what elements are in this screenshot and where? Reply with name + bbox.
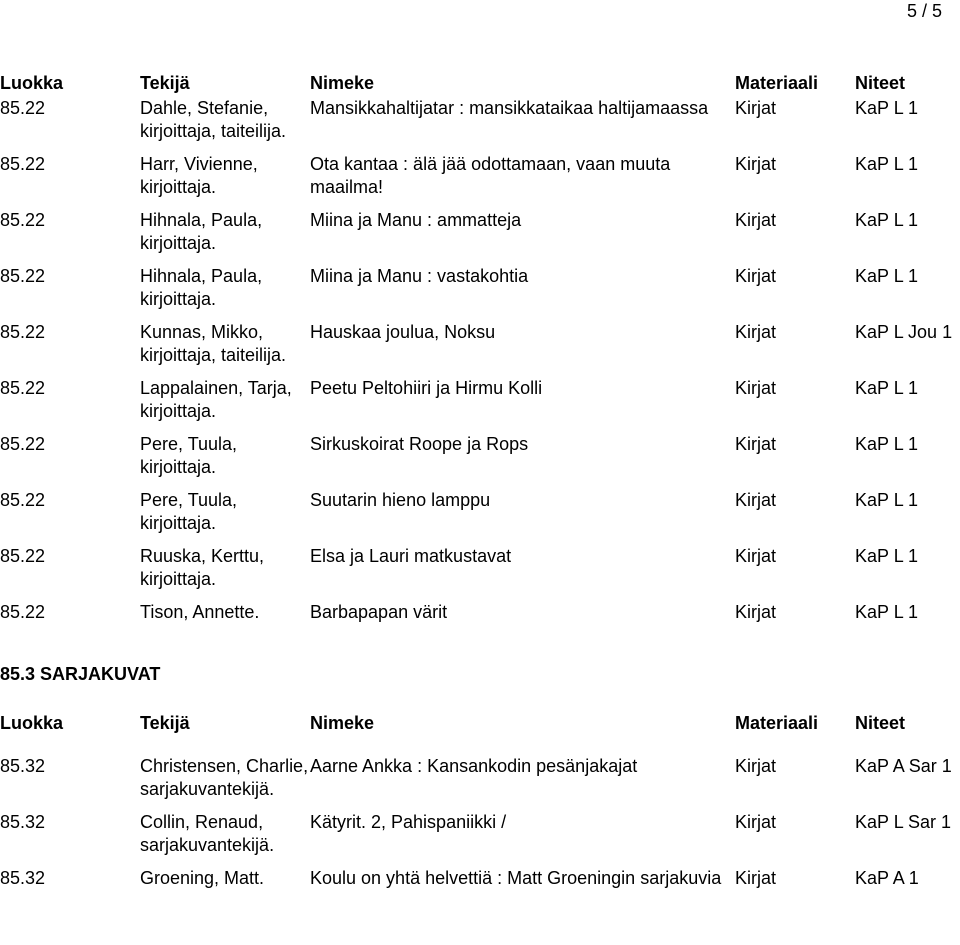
row-spacer-cell bbox=[0, 199, 960, 209]
cell-luokka: 85.22 bbox=[0, 322, 46, 342]
cell-luokka: 85.22 bbox=[0, 602, 46, 622]
cell-nimeke: Ota kantaa : älä jää odottamaan, vaan muuta maailma! bbox=[310, 154, 671, 197]
row-spacer bbox=[0, 535, 960, 545]
cell-luokka: 85.22 bbox=[0, 266, 46, 286]
section-heading: 85.3 SARJAKUVAT bbox=[0, 664, 161, 684]
row-spacer-cell bbox=[0, 737, 960, 755]
cell-nimeke: Hauskaa joulua, Noksu bbox=[310, 322, 496, 342]
table-row bbox=[0, 545, 960, 591]
cell-niteet: KaP L 1 bbox=[855, 266, 919, 286]
cell-niteet: KaP L 1 bbox=[855, 490, 919, 510]
table-row bbox=[0, 867, 960, 890]
page-number: 5 / 5 bbox=[906, 1, 942, 21]
row-spacer-cell bbox=[0, 591, 960, 601]
row-spacer-cell bbox=[0, 801, 960, 811]
cell-nimeke: Koulu on yhtä helvettiä : Matt Groeningin sarjakuvia bbox=[310, 868, 722, 888]
table-row bbox=[0, 433, 960, 479]
row-spacer bbox=[0, 367, 960, 377]
table-row bbox=[0, 489, 960, 535]
cell-materiaali: Kirjat bbox=[735, 812, 777, 832]
catalog-table bbox=[0, 72, 960, 624]
table-row bbox=[0, 755, 960, 801]
cell-tekija: Groening, Matt. bbox=[140, 868, 265, 888]
row-spacer bbox=[0, 857, 960, 867]
cell-luokka: 85.32 bbox=[0, 812, 46, 832]
cell-tekija: Pere, Tuula, kirjoittaja. bbox=[140, 434, 238, 477]
row-spacer-cell bbox=[0, 143, 960, 153]
row-spacer bbox=[0, 143, 960, 153]
cell-tekija: Dahle, Stefanie, kirjoittaja, taiteilija. bbox=[140, 98, 287, 141]
cell-niteet: KaP L Sar 1 bbox=[855, 812, 952, 832]
cell-nimeke: Barbapapan värit bbox=[310, 602, 448, 622]
row-spacer-cell bbox=[0, 255, 960, 265]
column-header-nimeke: Nimeke bbox=[310, 73, 375, 93]
column-header-tekija: Tekijä bbox=[140, 713, 190, 733]
table-row bbox=[0, 97, 960, 143]
cell-niteet: KaP A 1 bbox=[855, 868, 919, 888]
cell-luokka: 85.32 bbox=[0, 756, 46, 776]
cell-nimeke: Mansikkahaltijatar : mansikkataikaa haltijamaassa bbox=[310, 98, 709, 118]
cell-luokka: 85.22 bbox=[0, 546, 46, 566]
cell-luokka: 85.22 bbox=[0, 210, 46, 230]
cell-materiaali: Kirjat bbox=[735, 546, 777, 566]
cell-luokka: 85.22 bbox=[0, 98, 46, 118]
cell-nimeke: Miina ja Manu : ammatteja bbox=[310, 210, 522, 230]
row-spacer-cell bbox=[0, 367, 960, 377]
table-row bbox=[0, 153, 960, 199]
cell-niteet: KaP L 1 bbox=[855, 378, 919, 398]
table-row bbox=[0, 811, 960, 857]
cell-tekija: Tison, Annette. bbox=[140, 602, 260, 622]
row-spacer-cell bbox=[0, 423, 960, 433]
column-header-niteet: Niteet bbox=[855, 713, 906, 733]
cell-luokka: 85.22 bbox=[0, 490, 46, 510]
column-header-nimeke: Nimeke bbox=[310, 713, 375, 733]
table-row bbox=[0, 209, 960, 255]
cell-nimeke: Kätyrit. 2, Pahispaniikki / bbox=[310, 812, 507, 832]
row-spacer bbox=[0, 479, 960, 489]
cell-tekija: Kunnas, Mikko, kirjoittaja, taiteilija. bbox=[140, 322, 287, 365]
column-header-luokka: Luokka bbox=[0, 73, 64, 93]
cell-tekija: Harr, Vivienne, kirjoittaja. bbox=[140, 154, 258, 197]
cell-tekija: Pere, Tuula, kirjoittaja. bbox=[140, 490, 238, 533]
cell-materiaali: Kirjat bbox=[735, 322, 777, 342]
table-header bbox=[0, 712, 960, 737]
column-header-luokka: Luokka bbox=[0, 713, 64, 733]
cell-nimeke: Elsa ja Lauri matkustavat bbox=[310, 546, 512, 566]
cell-materiaali: Kirjat bbox=[735, 210, 777, 230]
column-header-tekija: Tekijä bbox=[140, 73, 190, 93]
row-spacer-cell bbox=[0, 535, 960, 545]
table-row bbox=[0, 377, 960, 423]
cell-luokka: 85.22 bbox=[0, 434, 46, 454]
row-spacer bbox=[0, 591, 960, 601]
table-header bbox=[0, 72, 960, 97]
column-header-niteet: Niteet bbox=[855, 73, 906, 93]
cell-materiaali: Kirjat bbox=[735, 602, 777, 622]
cell-nimeke: Aarne Ankka : Kansankodin pesänjakajat bbox=[310, 756, 638, 776]
column-header-materiaali: Materiaali bbox=[735, 713, 819, 733]
row-spacer bbox=[0, 311, 960, 321]
cell-nimeke: Miina ja Manu : vastakohtia bbox=[310, 266, 529, 286]
cell-tekija: Collin, Renaud, sarjakuvantekijä. bbox=[140, 812, 275, 855]
table-row bbox=[0, 601, 960, 624]
row-spacer bbox=[0, 199, 960, 209]
cell-tekija: Hihnala, Paula, kirjoittaja. bbox=[140, 210, 263, 253]
cell-niteet: KaP L Jou 1 bbox=[855, 322, 953, 342]
cell-niteet: KaP A Sar 1 bbox=[855, 756, 952, 776]
column-header-materiaali: Materiaali bbox=[735, 73, 819, 93]
cell-niteet: KaP L 1 bbox=[855, 98, 919, 118]
row-spacer bbox=[0, 737, 960, 755]
cell-tekija: Christensen, Charlie, sarjakuvantekijä. bbox=[140, 756, 309, 799]
comics-table bbox=[0, 712, 960, 890]
cell-materiaali: Kirjat bbox=[735, 756, 777, 776]
cell-luokka: 85.32 bbox=[0, 868, 46, 888]
cell-niteet: KaP L 1 bbox=[855, 602, 919, 622]
table-row bbox=[0, 321, 960, 367]
row-spacer bbox=[0, 801, 960, 811]
cell-materiaali: Kirjat bbox=[735, 266, 777, 286]
cell-materiaali: Kirjat bbox=[735, 98, 777, 118]
row-spacer bbox=[0, 255, 960, 265]
row-spacer-cell bbox=[0, 479, 960, 489]
row-spacer bbox=[0, 423, 960, 433]
cell-tekija: Lappalainen, Tarja, kirjoittaja. bbox=[140, 378, 292, 421]
cell-materiaali: Kirjat bbox=[735, 378, 777, 398]
cell-nimeke: Suutarin hieno lamppu bbox=[310, 490, 491, 510]
cell-niteet: KaP L 1 bbox=[855, 154, 919, 174]
cell-niteet: KaP L 1 bbox=[855, 210, 919, 230]
cell-niteet: KaP L 1 bbox=[855, 434, 919, 454]
cell-luokka: 85.22 bbox=[0, 154, 46, 174]
table-row bbox=[0, 265, 960, 311]
cell-nimeke: Sirkuskoirat Roope ja Rops bbox=[310, 434, 529, 454]
cell-niteet: KaP L 1 bbox=[855, 546, 919, 566]
cell-tekija: Hihnala, Paula, kirjoittaja. bbox=[140, 266, 263, 309]
cell-materiaali: Kirjat bbox=[735, 434, 777, 454]
row-spacer-cell bbox=[0, 311, 960, 321]
row-spacer-cell bbox=[0, 857, 960, 867]
cell-materiaali: Kirjat bbox=[735, 154, 777, 174]
cell-nimeke: Peetu Peltohiiri ja Hirmu Kolli bbox=[310, 378, 543, 398]
cell-tekija: Ruuska, Kerttu, kirjoittaja. bbox=[140, 546, 265, 589]
cell-materiaali: Kirjat bbox=[735, 490, 777, 510]
cell-materiaali: Kirjat bbox=[735, 868, 777, 888]
cell-luokka: 85.22 bbox=[0, 378, 46, 398]
